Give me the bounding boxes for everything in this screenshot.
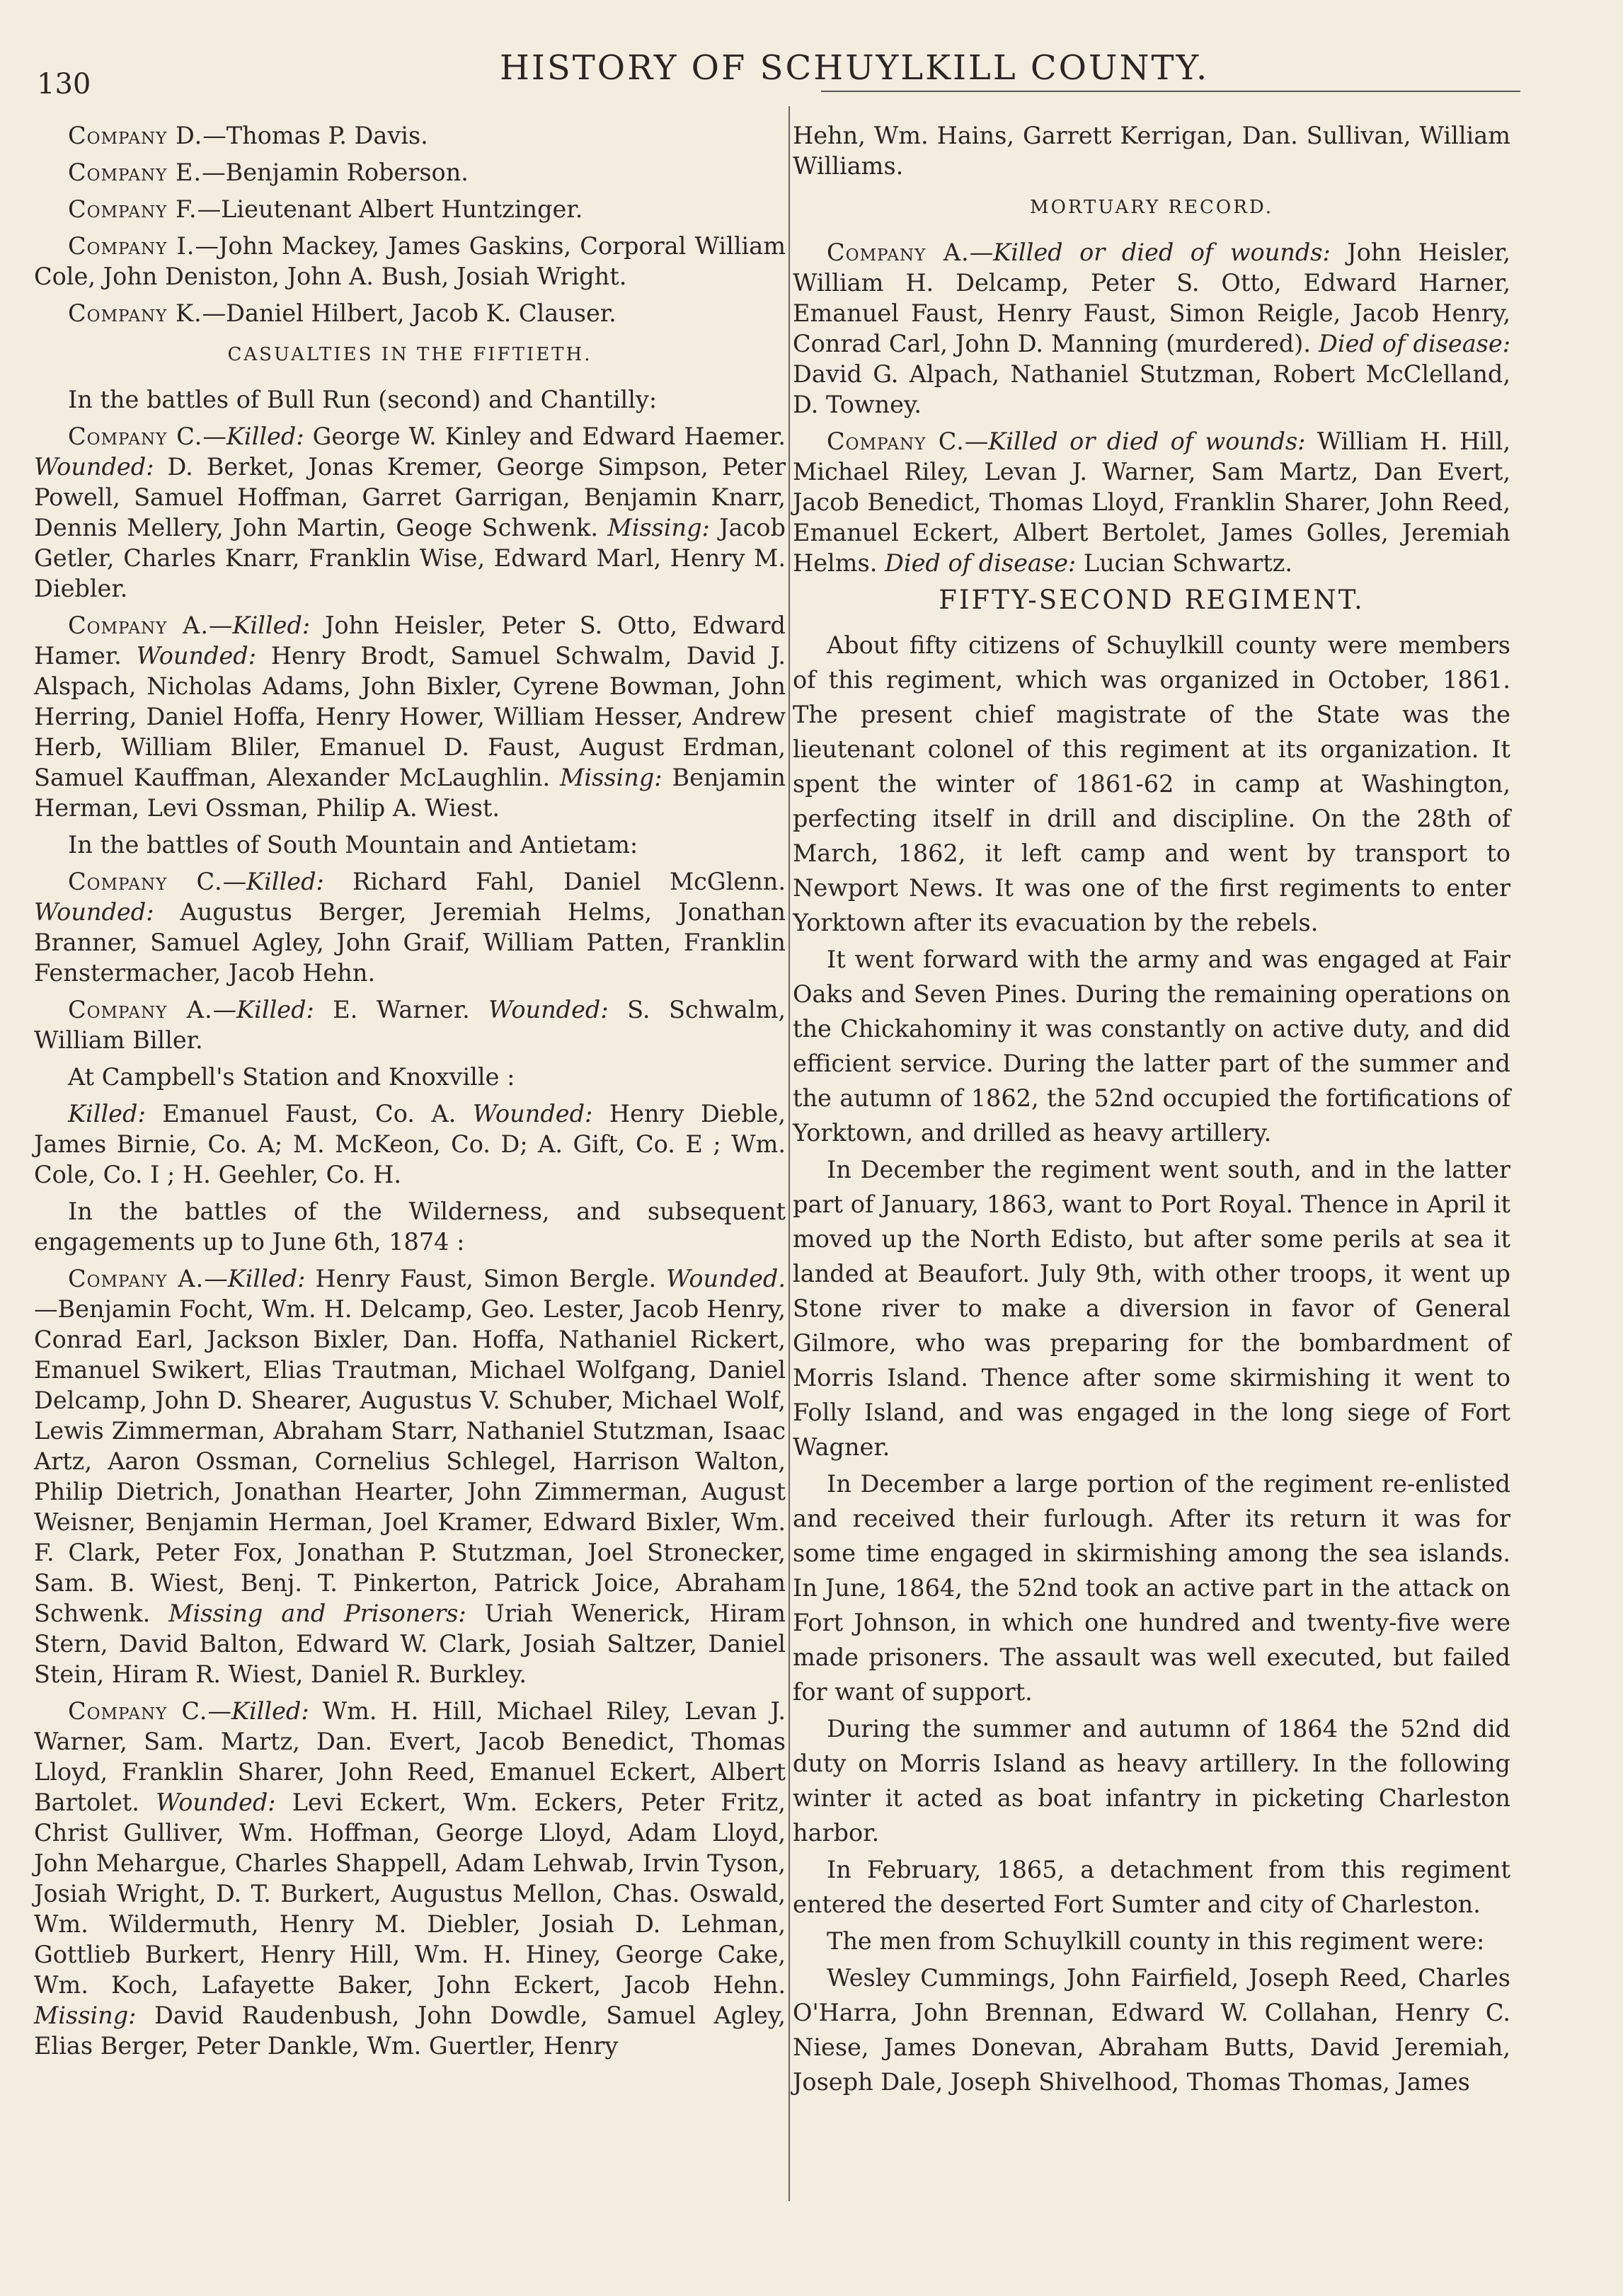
south-mountain-company-c: Company C.—Killed: Richard Fahl, Daniel McGlenn. Wounded: Augustus Berger, Jeremiah Helms, Jonathan Branner, Samuel Agley, John Graif, William Patten, Franklin Fenstermacher, Jacob Hehn.	[34, 868, 786, 987]
running-title: HISTORY OF SCHUYLKILL COUNTY.	[500, 48, 1210, 88]
campbell-station-entry: Killed: Emanuel Faust, Co. A. Wounded: Henry Dieble, James Birnie, Co. A; M. McKeon, Co. D; A. Gift, Co. E ; Wm. Cole, Co. I ; H. Geehler, Co. H.	[34, 1100, 786, 1188]
paragraph: About fifty citizens of Schuylkill county were members of this regiment, which was organized in October, 1861. The present chief magistrate of the State was the lieutenant colonel of this regiment at its organization. It spent the winter of 1861-62 in camp at Washington, perfecting itself in drill and discipline. On the 28th of March, 1862, it left camp and went by transport to Newport News. It was one of the first regiments to enter Yorktown after its evacuation by the rebels.	[793, 631, 1510, 936]
mortuary-company-a: Company A.—Killed or died of wounds: John Heisler, William H. Delcamp, Peter S. Otto, Edward Harner, Emanuel Faust, Henry Faust, Simon Reigle, Jacob Henry, Conrad Carl, John D. Manning (murdered). Died of disease: David G. Alpach, Nathaniel Stutzman, Robert McClelland, D. Towney.	[793, 239, 1511, 418]
bull-run-intro: In the battles of Bull Run (second) and Chantilly:	[68, 386, 658, 413]
paragraph: Wesley Cummings, John Fairfield, Joseph Reed, Charles O'Harra, John Brennan, Edward W. Collahan, Henry C. Niese, James Donevan, Abraham Butts, David Jeremiah, Joseph Dale, Joseph Shivelhood, Thomas Thomas, James	[793, 1964, 1510, 2096]
paragraph: In December a large portion of the regiment re-enlisted and received their furlough. After its return it was for some time engaged in skirmishing among the sea islands. In June, 1864, the 52nd took an active part in the attack on Fort Johnson, in which one hundred and twenty-five were made prisoners. The assault was well executed, but failed for want of support.	[793, 1470, 1510, 1706]
paragraph: In December the regiment went south, and in the latter part of January, 1863, want to Port Royal. Thence in April it moved up the North Edisto, but after some perils at sea it landed at Beaufort. July 9th, with other troops, it went up Stone river to make a diversion in favor of General Gilmore, who was preparing for the bombardment of Morris Island. Thence after some skirmishing it went to Folly Island, and was engaged in the long siege of Fort Wagner.	[793, 1156, 1510, 1461]
company-d-entry: Company D.—Thomas P. Davis.	[68, 122, 428, 149]
bull-run-company-a: Company A.—Killed: John Heisler, Peter S. Otto, Edward Hamer. Wounded: Henry Brodt, Samuel Schwalm, David J. Alspach, Nicholas Adams, John Bixler, Cyrene Bowman, John Herring, Daniel Hoffa, Henry Hower, William Hesser, Andrew Herb, William Bliler, Emanuel D. Faust, August Erdman, Samuel Kauffman, Alexander McLaughlin. Missing: Benjamin Herman, Levi Ossman, Philip A. Wiest.	[34, 612, 786, 822]
page-header	[0, 44, 1623, 101]
campbell-station-intro: At Campbell's Station and Knoxville :	[68, 1063, 515, 1091]
wilderness-company-c: Company C.—Killed: Wm. H. Hill, Michael Riley, Levan J. Warner, Sam. Martz, Dan. Evert, Jacob Benedict, Thomas Lloyd, Franklin Sharer, John Reed, Emanuel Eckert, Albert Bartolet. Wounded: Levi Eckert, Wm. Eckers, Peter Fritz, Christ Gulliver, Wm. Hoffman, George Lloyd, Adam Lloyd, John Mehargue, Charles Shappell, Adam Lehwab, Irvin Tyson, Josiah Wright, D. T. Burkert, Augustus Mellon, Chas. Oswald, Wm. Wildermuth, Henry M. Diebler, Josiah D. Lehman, Gottlieb Burkert, Henry Hill, Wm. H. Hiney, George Cake, Wm. Koch, Lafayette Baker, John Eckert, Jacob Hehn. Missing: David Raudenbush, John Dowdle, Samuel Agley, Elias Berger, Peter Dankle, Wm. Guertler, Henry	[34, 1697, 786, 2060]
bull-run-company-c: Company C.—Killed: George W. Kinley and Edward Haemer. Wounded: D. Berket, Jonas Kremer, George Simpson, Peter Powell, Samuel Hoffman, Garret Garrigan, Benjamin Knarr, Dennis Mellery, John Martin, Geoge Schwenk. Missing: Jacob Getler, Charles Knarr, Franklin Wise, Edward Marl, Henry M. Diebler.	[34, 423, 786, 602]
wilderness-intro: In the battles of the Wilderness, and subsequent engagements up to June 6th, 1874 :	[34, 1198, 786, 1256]
page-number: 130	[37, 68, 91, 101]
right-column	[793, 120, 1510, 2101]
fifty-second-heading: FIFTY-SECOND REGIMENT.	[939, 585, 1365, 615]
south-mountain-intro: In the battles of South Mountain and Antietam:	[68, 831, 638, 859]
casualties-heading: CASUALTIES IN THE FIFTIETH.	[227, 344, 592, 365]
regiment-history	[793, 628, 1510, 2099]
left-column	[34, 120, 786, 2067]
paragraph: During the summer and autumn of 1864 the 52nd did duty on Morris Island as heavy artillery. In the following winter it acted as boat infantry in picketing Charleston harbor.	[793, 1715, 1510, 1847]
column-divider	[788, 106, 790, 2201]
company-e-entry: Company E.—Benjamin Roberson.	[68, 159, 469, 186]
paragraph: The men from Schuylkill county in this regiment were:	[827, 1927, 1485, 1955]
south-mountain-company-a: Company A.—Killed: E. Warner. Wounded: S. Schwalm, William Biller.	[34, 996, 786, 1054]
paragraph: It went forward with the army and was engaged at Fair Oaks and Seven Pines. During the remaining operations on the Chickahominy it was constantly on active duty, and did efficient service. During the latter part of the summer and the autumn of 1862, the 52nd occupied the fortifications of Yorktown, and drilled as heavy artillery.	[793, 946, 1510, 1147]
header-rule	[821, 91, 1520, 92]
mortuary-company-c: Company C.—Killed or died of wounds: William H. Hill, Michael Riley, Levan J. Warner, Sam Martz, Dan Evert, Jacob Benedict, Thomas Lloyd, Franklin Sharer, John Reed, Emanuel Eckert, Albert Bertolet, James Golles, Jeremiah Helms. Died of disease: Lucian Schwartz.	[793, 427, 1510, 577]
mortuary-heading: MORTUARY RECORD.	[1029, 197, 1274, 218]
company-i-entry: Company I.—John Mackey, James Gaskins, Corporal William Cole, John Deniston, John A. Bush, Josiah Wright.	[34, 232, 786, 290]
company-k-entry: Company K.—Daniel Hilbert, Jacob K. Clauser.	[68, 299, 616, 327]
company-f-entry: Company F.—Lieutenant Albert Huntzinger.	[68, 195, 583, 223]
continued-text: Hehn, Wm. Hains, Garrett Kerrigan, Dan. Sullivan, William Williams.	[793, 122, 1510, 180]
wilderness-company-a: Company A.—Killed: Henry Faust, Simon Bergle. Wounded.—Benjamin Focht, Wm. H. Delcamp, Geo. Lester, Jacob Henry, Conrad Earl, Jackson Bixler, Dan. Hoffa, Nathaniel Rickert, Emanuel Swikert, Elias Trautman, Michael Wolfgang, Daniel Delcamp, John D. Shearer, Augustus V. Schuber, Michael Wolf, Lewis Zimmerman, Abraham Starr, Nathaniel Stutzman, Isaac Artz, Aaron Ossman, Cornelius Schlegel, Harrison Walton, Philip Dietrich, Jonathan Hearter, John Zimmerman, August Weisner, Benjamin Herman, Joel Kramer, Edward Bixler, Wm. F. Clark, Peter Fox, Jonathan P. Stutzman, Joel Stronecker, Sam. B. Wiest, Benj. T. Pinkerton, Patrick Joice, Abraham Schwenk. Missing and Prisoners: Uriah Wenerick, Hiram Stern, David Balton, Edward W. Clark, Josiah Saltzer, Daniel Stein, Hiram R. Wiest, Daniel R. Burkley.	[34, 1265, 786, 1688]
paragraph: In February, 1865, a detachment from this regiment entered the deserted Fort Sumter and city of Charleston.	[793, 1856, 1510, 1918]
